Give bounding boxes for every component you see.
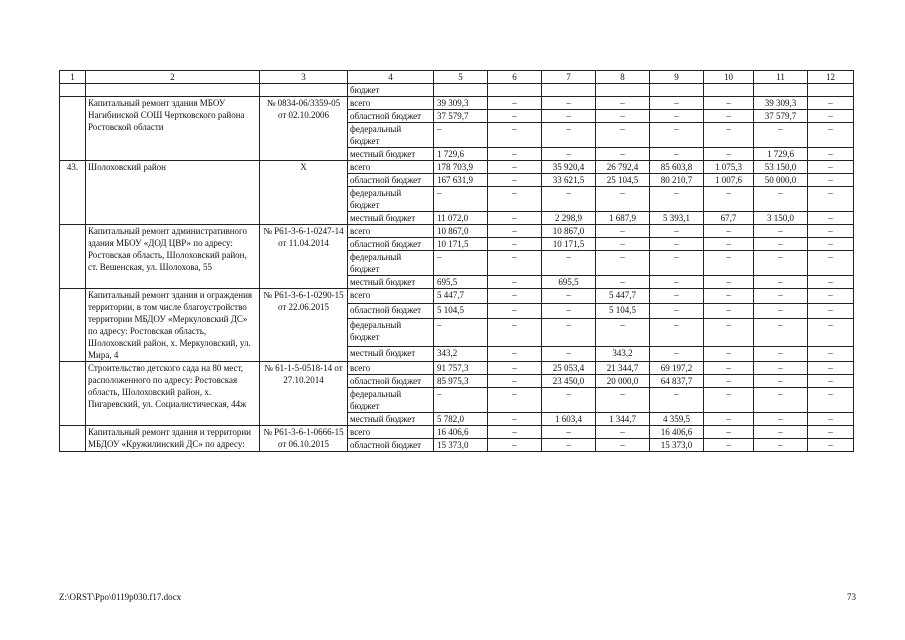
amount-cell: – <box>754 347 808 362</box>
amount-cell: 3 150,0 <box>754 212 808 225</box>
amount-cell: – <box>542 187 596 212</box>
amount-cell: 1 687,9 <box>596 212 650 225</box>
amount-cell: – <box>488 375 542 388</box>
amount-cell: – <box>754 362 808 375</box>
item-number <box>60 225 86 289</box>
amount-cell: 10 867,0 <box>434 225 488 238</box>
amount-cell: – <box>650 123 704 148</box>
amount-cell: – <box>704 439 754 452</box>
amount-cell: – <box>434 123 488 148</box>
amount-cell: – <box>754 303 808 318</box>
amount-cell: – <box>704 426 754 439</box>
amount-cell: 16 406,6 <box>650 426 704 439</box>
object-name: Капитальный ремонт здания МБОУ Нагибинской СОШ Чертковского района Ростовской области <box>86 97 260 161</box>
funding-source: всего <box>348 97 434 110</box>
funding-source: областной бюджет <box>348 439 434 452</box>
amount-cell: – <box>704 187 754 212</box>
amount-cell: – <box>488 276 542 289</box>
amount-cell: 37 579,7 <box>754 110 808 123</box>
amount-cell: – <box>596 439 650 452</box>
amount-cell: – <box>434 187 488 212</box>
document-reference: № Р61-3-6-1-0247-14 от 11.04.2014 <box>260 225 348 289</box>
funding-source: местный бюджет <box>348 212 434 225</box>
funding-source: областной бюджет <box>348 375 434 388</box>
header-cell: 6 <box>488 71 542 84</box>
amount-cell: – <box>704 225 754 238</box>
header-cell: 2 <box>86 71 260 84</box>
header-cell: 12 <box>808 71 854 84</box>
item-number <box>60 97 86 161</box>
header-cell: 7 <box>542 71 596 84</box>
amount-cell: – <box>704 318 754 347</box>
amount-cell: 69 197,2 <box>650 362 704 375</box>
amount-cell: 85 975,3 <box>434 375 488 388</box>
amount-cell: 5 104,5 <box>596 303 650 318</box>
amount-cell: – <box>808 439 854 452</box>
amount-cell: 10 171,5 <box>434 238 488 251</box>
amount-cell: 5 447,7 <box>434 289 488 304</box>
funding-source: областной бюджет <box>348 238 434 251</box>
document-reference: № 61-1-5-0518-14 от 27.10.2014 <box>260 362 348 426</box>
funding-source: всего <box>348 426 434 439</box>
amount-cell: 35 920,4 <box>542 161 596 174</box>
amount-cell: – <box>704 251 754 276</box>
funding-source: областной бюджет <box>348 110 434 123</box>
funding-source: областной бюджет <box>348 174 434 187</box>
table-row <box>60 84 854 97</box>
amount-cell: – <box>754 289 808 304</box>
amount-cell: – <box>488 303 542 318</box>
funding-source: всего <box>348 289 434 304</box>
amount-cell: 5 104,5 <box>434 303 488 318</box>
amount-cell: 167 631,9 <box>434 174 488 187</box>
amount-cell: – <box>704 362 754 375</box>
amount-cell: – <box>808 123 854 148</box>
table-row <box>60 426 854 439</box>
amount-cell: – <box>488 362 542 375</box>
amount-cell: 53 150,0 <box>754 161 808 174</box>
amount-cell: – <box>808 413 854 426</box>
amount-cell: – <box>488 388 542 413</box>
amount-cell: 178 703,9 <box>434 161 488 174</box>
document-reference: X <box>260 161 348 225</box>
amount-cell: 23 450,0 <box>542 375 596 388</box>
item-number: 43. <box>60 161 86 225</box>
funding-source: местный бюджет <box>348 347 434 362</box>
item-number <box>60 362 86 426</box>
amount-cell: – <box>596 276 650 289</box>
amount-cell: – <box>808 303 854 318</box>
amount-cell: – <box>434 318 488 347</box>
document-reference: № 0834-06/3359-05 от 02.10.2006 <box>260 97 348 161</box>
funding-source: местный бюджет <box>348 413 434 426</box>
amount-cell: – <box>542 289 596 304</box>
object-name: Строительство детского сада на 80 мест, расположенного по адресу: Ростовская область, Шолоховский район, х. Пигаревский, ул. Социалистическая, 44ж <box>86 362 260 426</box>
amount-cell: 16 406,6 <box>434 426 488 439</box>
amount-cell: 1 007,6 <box>704 174 754 187</box>
amount-cell: – <box>754 225 808 238</box>
amount-cell: – <box>596 123 650 148</box>
amount-cell: – <box>704 289 754 304</box>
funding-source: всего <box>348 225 434 238</box>
amount-cell: – <box>808 212 854 225</box>
amount-cell: – <box>704 303 754 318</box>
amount-cell: – <box>808 187 854 212</box>
amount-cell: – <box>542 110 596 123</box>
header-row <box>60 71 854 84</box>
amount-cell <box>808 84 854 97</box>
amount-cell: – <box>754 426 808 439</box>
amount-cell: 1 344,7 <box>596 413 650 426</box>
amount-cell: – <box>488 426 542 439</box>
amount-cell: – <box>808 289 854 304</box>
amount-cell: 21 344,7 <box>596 362 650 375</box>
object-name: Капитальный ремонт здания и ограждения территории, в том числе благоустройство территории МБДОУ «Меркуловский ДС» по адресу: Ростовская область, Шолоховский район, х. Меркуловский, ул. Мира, 4 <box>86 289 260 362</box>
amount-cell <box>754 84 808 97</box>
funding-source: федеральный бюджет <box>348 187 434 212</box>
amount-cell: 5 447,7 <box>596 289 650 304</box>
amount-cell: – <box>650 97 704 110</box>
amount-cell: – <box>808 388 854 413</box>
amount-cell: 39 309,3 <box>434 97 488 110</box>
amount-cell: – <box>542 388 596 413</box>
amount-cell: – <box>808 426 854 439</box>
table-body <box>60 71 854 452</box>
amount-cell: 15 373,0 <box>434 439 488 452</box>
funding-source: всего <box>348 161 434 174</box>
amount-cell: – <box>488 187 542 212</box>
amount-cell: – <box>808 318 854 347</box>
amount-cell: – <box>704 238 754 251</box>
amount-cell: – <box>596 187 650 212</box>
budget-table <box>59 70 854 452</box>
amount-cell: – <box>650 347 704 362</box>
amount-cell: – <box>596 110 650 123</box>
amount-cell: – <box>488 318 542 347</box>
header-cell: 5 <box>434 71 488 84</box>
footer-page-number: 73 <box>847 592 856 602</box>
amount-cell: – <box>754 413 808 426</box>
amount-cell <box>650 84 704 97</box>
amount-cell: – <box>808 347 854 362</box>
amount-cell: 695,5 <box>542 276 596 289</box>
amount-cell: 33 621,5 <box>542 174 596 187</box>
amount-cell: – <box>488 174 542 187</box>
amount-cell <box>542 84 596 97</box>
amount-cell: – <box>542 303 596 318</box>
amount-cell: 1 603,4 <box>542 413 596 426</box>
table-row <box>60 225 854 238</box>
amount-cell: – <box>754 318 808 347</box>
object-name: Капитальный ремонт здания и территории МБДОУ «Кружилинский ДС» по адресу: <box>86 426 260 452</box>
table-row <box>60 362 854 375</box>
document-reference: № Р61-3-6-1-0666-15 от 06.10.2015 <box>260 426 348 452</box>
amount-cell: 25 053,4 <box>542 362 596 375</box>
table-row <box>60 161 854 174</box>
table-row <box>60 97 854 110</box>
amount-cell: – <box>650 318 704 347</box>
amount-cell: – <box>754 187 808 212</box>
amount-cell: – <box>808 238 854 251</box>
amount-cell: – <box>488 97 542 110</box>
funding-source: федеральный бюджет <box>348 318 434 347</box>
amount-cell <box>596 84 650 97</box>
amount-cell: – <box>542 439 596 452</box>
amount-cell: 37 579,7 <box>434 110 488 123</box>
amount-cell: – <box>704 388 754 413</box>
amount-cell: – <box>542 251 596 276</box>
amount-cell: – <box>754 375 808 388</box>
amount-cell: – <box>650 276 704 289</box>
amount-cell: – <box>754 276 808 289</box>
amount-cell: – <box>488 148 542 161</box>
amount-cell: 5 782,0 <box>434 413 488 426</box>
amount-cell: – <box>650 225 704 238</box>
table-row <box>60 289 854 304</box>
amount-cell: – <box>596 318 650 347</box>
amount-cell: – <box>704 347 754 362</box>
amount-cell: 4 359,5 <box>650 413 704 426</box>
amount-cell: – <box>650 251 704 276</box>
header-cell: 9 <box>650 71 704 84</box>
amount-cell: – <box>704 110 754 123</box>
amount-cell: – <box>542 347 596 362</box>
amount-cell: – <box>704 123 754 148</box>
amount-cell <box>488 84 542 97</box>
amount-cell: 5 393,1 <box>650 212 704 225</box>
amount-cell: – <box>434 388 488 413</box>
document-reference: № Р61-3-6-1-0290-15 от 22.06.2015 <box>260 289 348 362</box>
amount-cell: 1 075,3 <box>704 161 754 174</box>
amount-cell: – <box>704 276 754 289</box>
amount-cell: – <box>542 148 596 161</box>
funding-source: местный бюджет <box>348 148 434 161</box>
amount-cell: – <box>808 225 854 238</box>
amount-cell: – <box>754 251 808 276</box>
amount-cell: – <box>808 97 854 110</box>
amount-cell: – <box>596 426 650 439</box>
amount-cell: 50 000,0 <box>754 174 808 187</box>
amount-cell: – <box>542 318 596 347</box>
amount-cell: 2 298,9 <box>542 212 596 225</box>
amount-cell: 10 867,0 <box>542 225 596 238</box>
amount-cell: – <box>754 388 808 413</box>
amount-cell: – <box>542 123 596 148</box>
amount-cell: 39 309,3 <box>754 97 808 110</box>
amount-cell: 25 104,5 <box>596 174 650 187</box>
amount-cell: – <box>704 375 754 388</box>
item-number <box>60 289 86 362</box>
header-cell: 1 <box>60 71 86 84</box>
funding-source: областной бюджет <box>348 303 434 318</box>
amount-cell: – <box>488 251 542 276</box>
amount-cell: – <box>488 110 542 123</box>
amount-cell: – <box>488 238 542 251</box>
amount-cell: – <box>704 413 754 426</box>
header-cell: 10 <box>704 71 754 84</box>
amount-cell: 343,2 <box>434 347 488 362</box>
header-cell: 11 <box>754 71 808 84</box>
amount-cell: 10 171,5 <box>542 238 596 251</box>
amount-cell: – <box>488 123 542 148</box>
amount-cell: – <box>434 251 488 276</box>
amount-cell: – <box>650 187 704 212</box>
amount-cell: 91 757,3 <box>434 362 488 375</box>
amount-cell: – <box>808 174 854 187</box>
amount-cell: – <box>488 347 542 362</box>
amount-cell: – <box>542 426 596 439</box>
amount-cell: – <box>488 212 542 225</box>
amount-cell: – <box>488 225 542 238</box>
amount-cell: – <box>808 276 854 289</box>
amount-cell: – <box>650 238 704 251</box>
amount-cell: 1 729,6 <box>434 148 488 161</box>
amount-cell <box>434 84 488 97</box>
funding-source: бюджет <box>348 84 434 97</box>
amount-cell: – <box>488 413 542 426</box>
amount-cell: – <box>488 289 542 304</box>
header-cell: 8 <box>596 71 650 84</box>
funding-source: местный бюджет <box>348 276 434 289</box>
amount-cell: – <box>754 439 808 452</box>
amount-cell <box>704 84 754 97</box>
amount-cell: 343,2 <box>596 347 650 362</box>
amount-cell: – <box>650 110 704 123</box>
amount-cell: – <box>596 388 650 413</box>
amount-cell: – <box>650 289 704 304</box>
funding-source: всего <box>348 362 434 375</box>
amount-cell: 695,5 <box>434 276 488 289</box>
amount-cell: 20 000,0 <box>596 375 650 388</box>
header-cell: 4 <box>348 71 434 84</box>
amount-cell: – <box>488 439 542 452</box>
document-reference <box>260 84 348 97</box>
amount-cell: – <box>650 148 704 161</box>
amount-cell: 1 729,6 <box>754 148 808 161</box>
object-name: Капитальный ремонт административного здания МБОУ «ДОД ЦВР» по адресу: Ростовская область, Шолоховский район, ст. Вешенская, ул. Шолохова, 55 <box>86 225 260 289</box>
amount-cell: 64 837,7 <box>650 375 704 388</box>
amount-cell: – <box>754 123 808 148</box>
amount-cell: – <box>542 97 596 110</box>
amount-cell: – <box>650 388 704 413</box>
object-name: Шолоховский район <box>86 161 260 225</box>
item-number <box>60 426 86 452</box>
amount-cell: 15 373,0 <box>650 439 704 452</box>
amount-cell: – <box>808 110 854 123</box>
amount-cell: – <box>808 362 854 375</box>
amount-cell: – <box>488 161 542 174</box>
item-number <box>60 84 86 97</box>
amount-cell: 26 792,4 <box>596 161 650 174</box>
footer-file-path: Z:\ORST\Ppo\0119p030.f17.docx <box>59 592 182 602</box>
amount-cell: 11 072,0 <box>434 212 488 225</box>
amount-cell: – <box>596 97 650 110</box>
object-name <box>86 84 260 97</box>
amount-cell: 85 603,8 <box>650 161 704 174</box>
amount-cell: – <box>596 225 650 238</box>
header-cell: 3 <box>260 71 348 84</box>
amount-cell: – <box>808 148 854 161</box>
amount-cell: – <box>596 251 650 276</box>
amount-cell: – <box>704 97 754 110</box>
amount-cell: – <box>650 303 704 318</box>
funding-source: федеральный бюджет <box>348 251 434 276</box>
amount-cell: – <box>754 238 808 251</box>
funding-source: федеральный бюджет <box>348 123 434 148</box>
amount-cell: – <box>808 251 854 276</box>
amount-cell: 80 210,7 <box>650 174 704 187</box>
amount-cell: – <box>704 148 754 161</box>
funding-source: федеральный бюджет <box>348 388 434 413</box>
amount-cell: – <box>808 161 854 174</box>
amount-cell: – <box>596 148 650 161</box>
amount-cell: – <box>808 375 854 388</box>
amount-cell: 67,7 <box>704 212 754 225</box>
amount-cell: – <box>596 238 650 251</box>
